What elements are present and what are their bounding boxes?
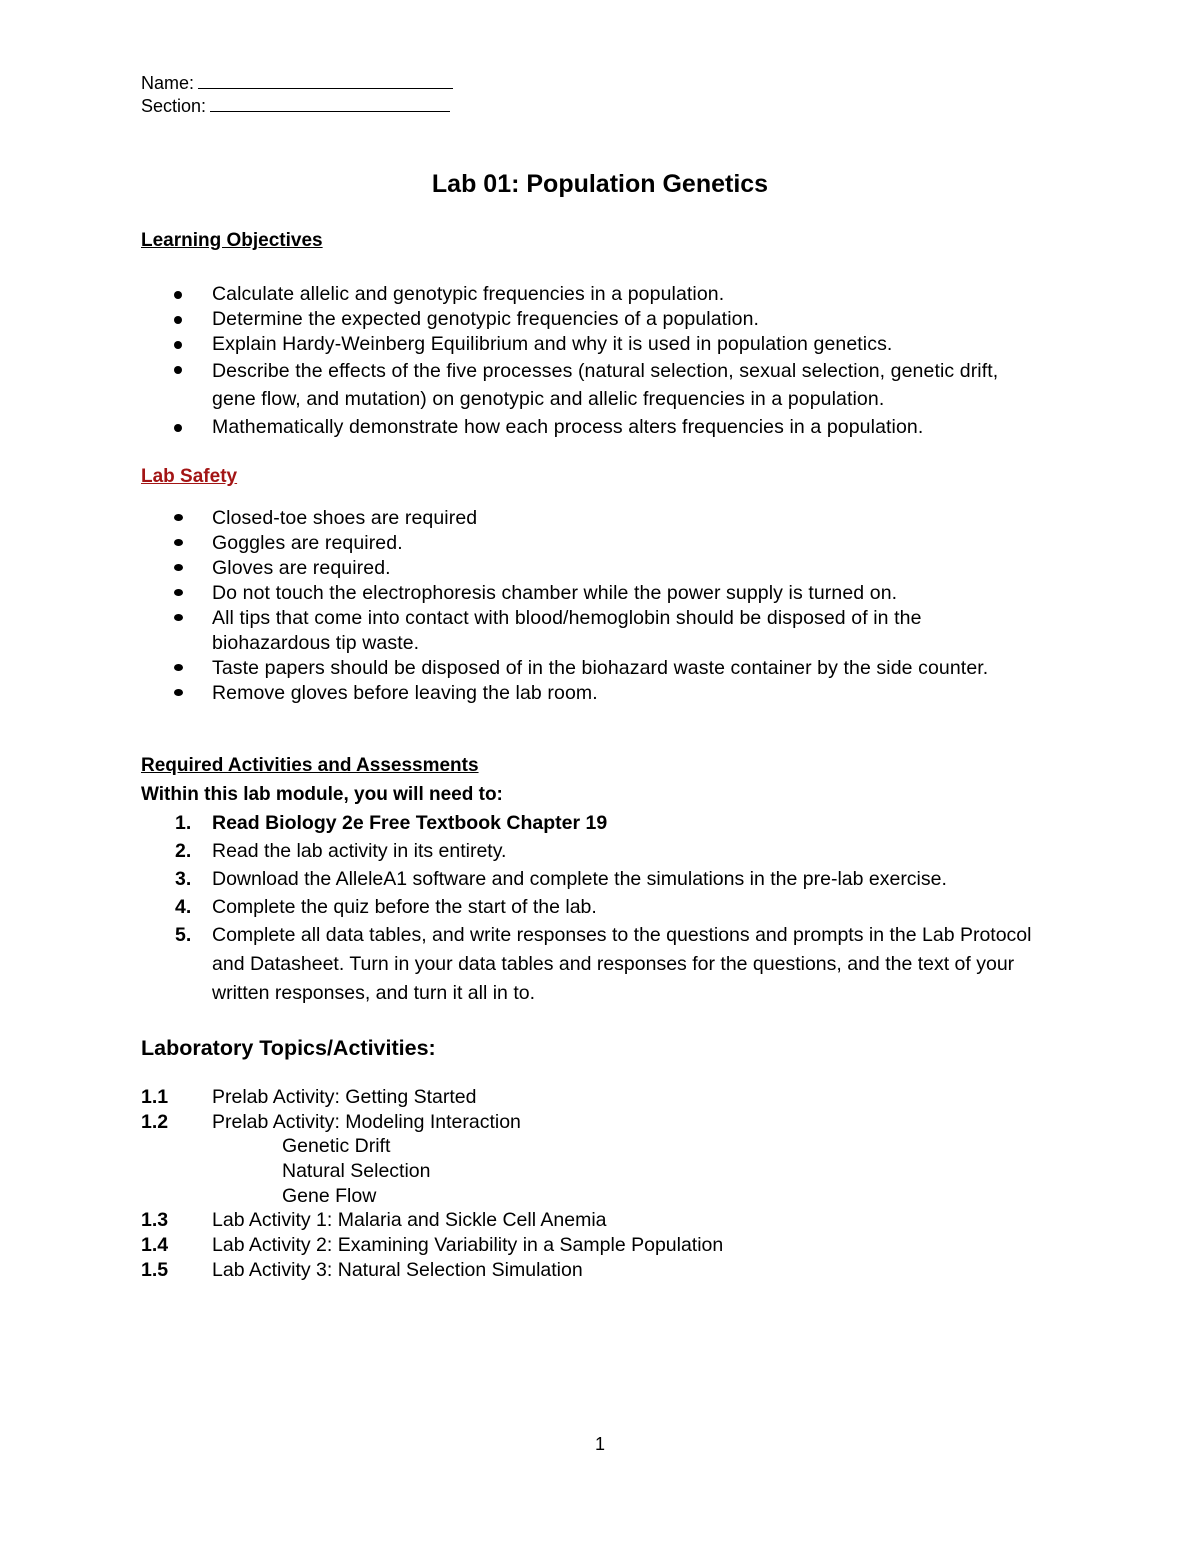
list-item <box>141 921 1061 1008</box>
item-text: Read the lab activity in its entirety. <box>212 840 507 862</box>
page-number: 1 <box>594 1434 605 1454</box>
topic-text: Gene Flow <box>282 1184 377 1207</box>
item-number: 2. <box>175 840 192 862</box>
topic-number: 1.3 <box>141 1209 169 1232</box>
item-text: Download the AlleleA1 software and complete the simulations in the pre-lab exercise. <box>212 868 947 890</box>
topic-number: 1.5 <box>141 1258 169 1281</box>
list-item: Goggles are required. <box>141 531 1041 556</box>
item-text: Complete the quiz before the start of the lab. <box>212 896 597 918</box>
topic-number: 1.4 <box>141 1234 169 1257</box>
topic-subrow <box>141 1159 1041 1184</box>
learning-objectives-heading: Learning Objectives <box>141 230 323 251</box>
list-item: Taste papers should be disposed of in the biohazard waste container by the side counter. <box>141 656 1041 681</box>
name-field <box>141 72 453 94</box>
list-item: Closed-toe shoes are required <box>141 506 1041 531</box>
lab-safety-heading: Lab Safety <box>141 466 238 487</box>
topic-row <box>141 1233 1041 1258</box>
topic-text: Genetic Drift <box>282 1135 391 1158</box>
section-label: Section: <box>141 96 207 116</box>
topic-row <box>141 1208 1041 1233</box>
topic-text: Lab Activity 3: Natural Selection Simulation <box>212 1258 583 1281</box>
topic-text: Lab Activity 1: Malaria and Sickle Cell Anemia <box>212 1209 607 1232</box>
item-number: 3. <box>175 868 192 890</box>
section-blank-line <box>210 95 450 112</box>
required-activities-heading: Required Activities and Assessments <box>141 755 479 776</box>
topics-heading: Laboratory Topics/Activities: <box>141 1036 436 1060</box>
topic-subrow <box>141 1134 1041 1159</box>
list-item <box>141 893 1061 921</box>
page-title: Lab 01: Population Genetics <box>431 170 769 198</box>
topic-subrow <box>141 1184 1041 1209</box>
topic-row <box>141 1258 1041 1283</box>
required-activities-list <box>141 809 1061 1008</box>
list-item: Gloves are required. <box>141 556 1041 581</box>
item-number: 5. <box>175 924 192 946</box>
topics-list <box>141 1085 1041 1283</box>
list-item: Mathematically demonstrate how each process alters frequencies in a population. <box>141 415 1041 440</box>
list-item: Do not touch the electrophoresis chamber while the power supply is turned on. <box>141 581 1041 606</box>
topic-number: 1.2 <box>141 1110 169 1133</box>
list-item: Calculate allelic and genotypic frequencies in a population. <box>141 282 1041 307</box>
required-activities-intro: Within this lab module, you will need to: <box>141 784 503 805</box>
topic-text: Natural Selection <box>282 1160 431 1183</box>
topic-row <box>141 1085 1041 1110</box>
name-blank-line <box>198 72 453 89</box>
item-number: 4. <box>175 896 192 918</box>
list-item: Determine the expected genotypic frequencies of a population. <box>141 307 1041 332</box>
topic-text: Prelab Activity: Getting Started <box>212 1086 477 1108</box>
list-item: Describe the effects of the five processes (natural selection, sexual selection, genetic drift, gene flow, and mutation) on genotypic and allelic frequencies in a population. <box>141 357 1041 413</box>
list-item <box>141 837 1061 865</box>
item-text: Complete all data tables, and write responses to the questions and prompts in the Lab Protocol and Datasheet. Turn in your data tables and responses for the questions, and the text of your written responses, and turn it all in to. <box>212 924 1032 1004</box>
topic-text: Lab Activity 2: Examining Variability in a Sample Population <box>212 1234 724 1257</box>
topic-row <box>141 1110 1041 1135</box>
topic-number: 1.1 <box>141 1086 169 1108</box>
learning-objectives-list <box>141 282 1041 440</box>
list-item: All tips that come into contact with blood/hemoglobin should be disposed of in the biohazardous tip waste. <box>141 606 1041 656</box>
list-item: Explain Hardy-Weinberg Equilibrium and why it is used in population genetics. <box>141 332 1041 357</box>
name-label: Name: <box>141 73 195 93</box>
list-item: Remove gloves before leaving the lab room. <box>141 681 1041 706</box>
list-item <box>141 865 1061 893</box>
lab-safety-list <box>141 506 1041 706</box>
list-item <box>141 809 1061 837</box>
item-text: Read Biology 2e Free Textbook Chapter 19 <box>212 812 608 834</box>
section-field <box>141 95 450 117</box>
item-number: 1. <box>175 812 192 834</box>
topic-text: Prelab Activity: Modeling Interaction <box>212 1110 521 1133</box>
